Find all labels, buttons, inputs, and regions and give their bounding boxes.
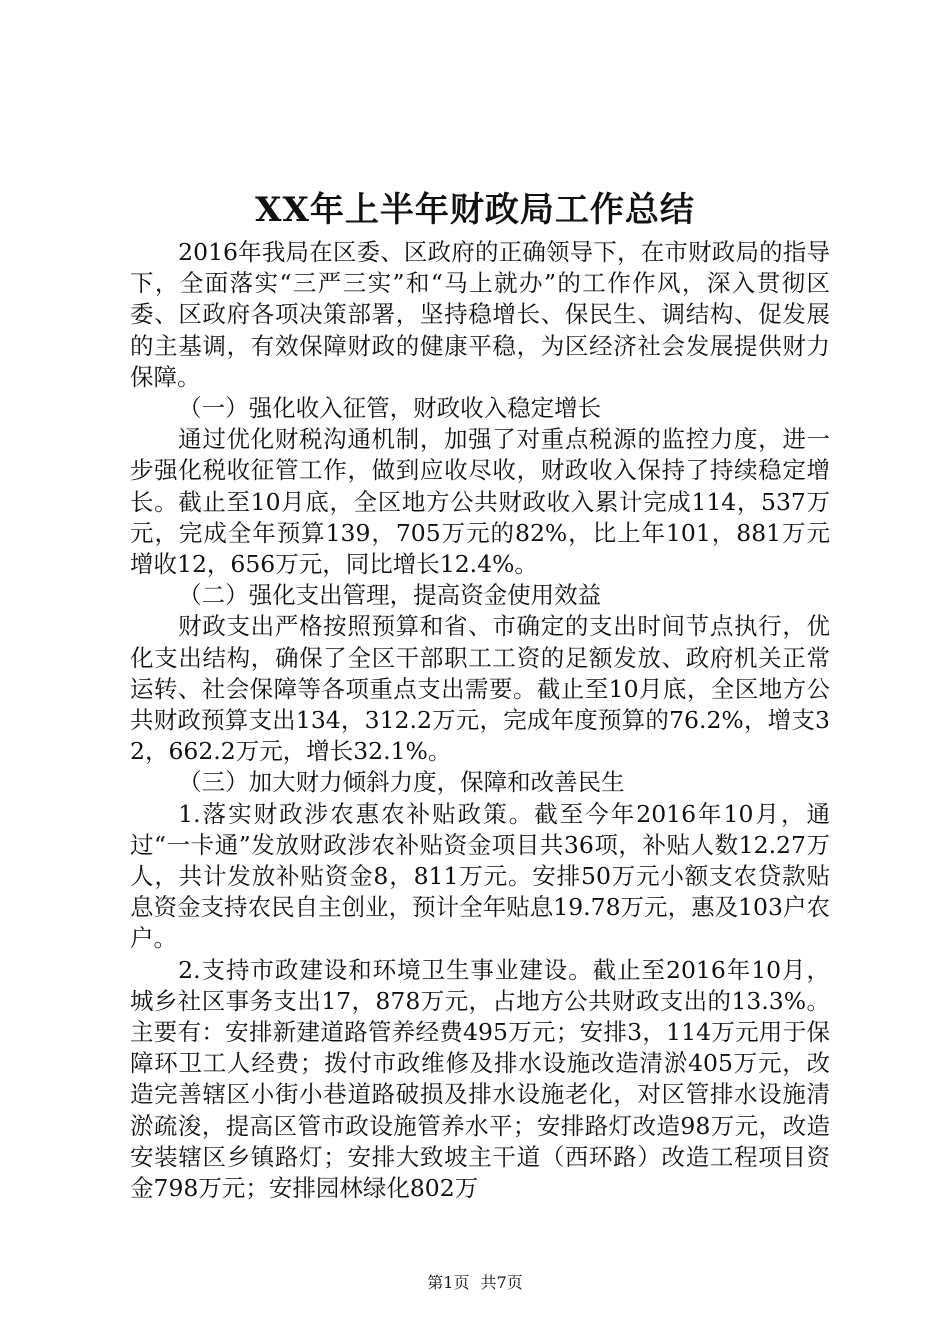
- paragraph-intro: 2016年我局在区委、区政府的正确领导下，在市财政局的指导下，全面落实“三严三实”和“马上就办”的工作作风，深入贯彻区委、区政府各项决策部署，坚持稳增长、保民生、调结构、促发展的主基调，有效保障财政的健康平稳，为区经济社会发展提供财力保障。: [130, 238, 830, 391]
- page-total: 共7页: [480, 1273, 523, 1292]
- page-number: 第1页: [427, 1273, 470, 1292]
- document-body: [130, 237, 830, 1204]
- page-footer: [0, 1272, 950, 1294]
- paragraph-revenue: 通过优化财税沟通机制，加强了对重点税源的监控力度，进一步强化税收征管工作，做到应收尽收，财政收入保持了持续稳定增长。截止至10月底，全区地方公共财政收入累计完成114，537万元，完成全年预算139，705万元的82%，比上年101，881万元增收12，656万元，同比增长12.4%。: [130, 425, 830, 579]
- section-heading-1: （一）强化收入征管，财政收入稳定增长: [178, 394, 602, 423]
- section-heading-2: （二）强化支出管理，提高资金使用效益: [178, 581, 602, 610]
- paragraph-expenditure: 财政支出严格按照预算和省、市确定的支出时间节点执行，优化支出结构，确保了全区干部职工工资的足额发放、政府机关正常运转、社会保障等各项重点支出需要。截止至10月底，全区地方公共财政预算支出134，312.2万元，完成年度预算的76.2%，增支32，662.2万元，增长32.1%。: [130, 612, 830, 766]
- section-heading-3: （三）加大财力倾斜力度，保障和改善民生: [178, 768, 625, 797]
- paragraph-agriculture: 1.落实财政涉农惠农补贴政策。截至今年2016年10月，通过“一卡通”发放财政涉农补贴资金项目共36项，补贴人数12.27万人，共计发放补贴资金8，811万元。安排50万元小额支农贷款贴息资金支持农民自主创业，预计全年贴息19.78万元，惠及103户农户。: [130, 799, 830, 953]
- paragraph-municipal: 2.支持市政建设和环境卫生事业建设。截止至2016年10月，城乡社区事务支出17，878万元，占地方公共财政支出的13.3%。主要有：安排新建道路管养经费495万元；安排3，114万元用于保障环卫工人经费；拨付市政维修及排水设施改造清淤405万元，改造完善辖区小街小巷道路破损及排水设施老化，对区管排水设施清淤疏浚，提高区管市政设施管养水平；安排路灯改造98万元，改造安装辖区乡镇路灯；安排大致坡主干道（西环路）改造工程项目资金798万元；安排园林绿化802万: [130, 955, 830, 1203]
- document-title: XX年上半年财政局工作总结: [255, 190, 695, 230]
